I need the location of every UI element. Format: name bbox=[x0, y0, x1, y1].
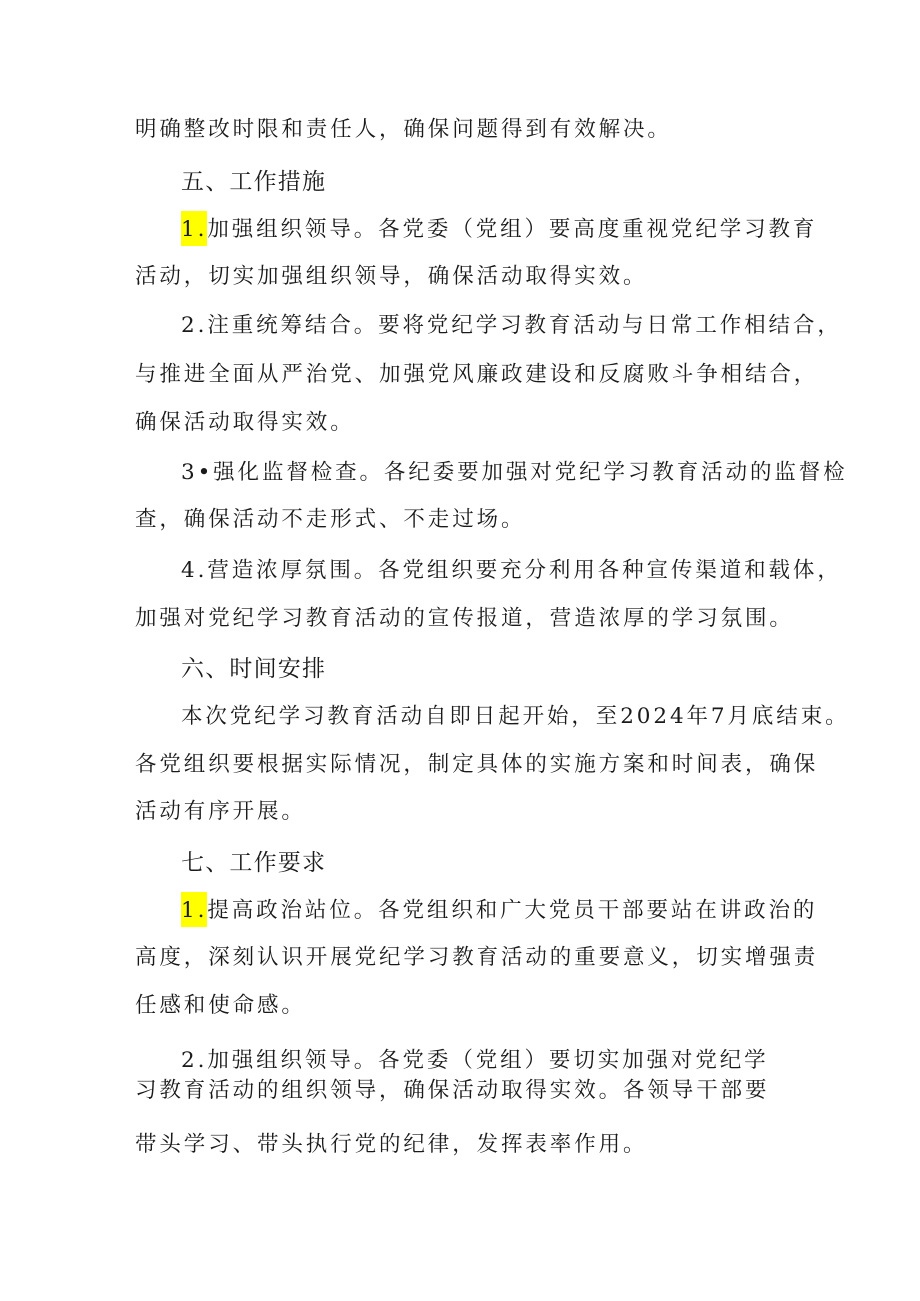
paragraph-line: 查，确保活动不走形式、不走过场。 bbox=[135, 507, 526, 532]
section-heading-work-measures: 五、工作措施 bbox=[181, 169, 327, 195]
paragraph-line: 3•强化监督检查。各纪委要加强对党纪学习教育活动的监督检 bbox=[181, 460, 848, 485]
section-heading-work-requirements: 七、工作要求 bbox=[181, 850, 327, 876]
highlighted-item-number: 1. bbox=[181, 211, 207, 246]
paragraph-line: 活动有序开展。 bbox=[135, 799, 306, 824]
paragraph-line: 与推进全面从严治党、加强党风廉政建设和反腐败斗争相结合， bbox=[135, 362, 819, 387]
paragraph-line: 高度，深刻认识开展党纪学习教育活动的重要意义，切实增强责 bbox=[135, 945, 819, 970]
paragraph-line: 活动，切实加强组织领导，确保活动取得实效。 bbox=[135, 264, 648, 289]
paragraph-text: 提高政治站位。各党组织和广大党员干部要站在讲政治的 bbox=[207, 898, 818, 923]
paragraph-line: 带头学习、带头执行党的纪律，发挥表率作用。 bbox=[135, 1132, 648, 1157]
highlighted-item-number: 1. bbox=[181, 892, 207, 927]
paragraph-line bbox=[181, 215, 817, 245]
section-heading-schedule: 六、时间安排 bbox=[181, 656, 327, 682]
paragraph-line: 习教育活动的组织领导，确保活动取得实效。各领导干部要 bbox=[135, 1078, 770, 1103]
paragraph-line: 2.加强组织领导。各党委（党组）要切实加强对党纪学 bbox=[181, 1048, 769, 1073]
paragraph-line: 本次党纪学习教育活动自即日起开始，至2024年7月底结束。 bbox=[181, 704, 850, 729]
paragraph-line: 4.营造浓厚氛围。各党组织要充分利用各种宣传渠道和载体， bbox=[181, 558, 842, 583]
paragraph-line: 任感和使命感。 bbox=[135, 993, 306, 1018]
paragraph-line: 确保活动取得实效。 bbox=[135, 410, 355, 435]
paragraph-line: 加强对党纪学习教育活动的宣传报道，营造浓厚的学习氛围。 bbox=[135, 606, 794, 631]
paragraph-line: 2.注重统筹结合。要将党纪学习教育活动与日常工作相结合， bbox=[181, 313, 842, 338]
paragraph-line bbox=[181, 896, 817, 926]
paragraph-text: 加强组织领导。各党委（党组）要高度重视党纪学习教育 bbox=[207, 217, 818, 242]
paragraph-line: 各党组织要根据实际情况，制定具体的实施方案和时间表，确保 bbox=[135, 752, 819, 777]
paragraph-line: 明确整改时限和责任人，确保问题得到有效解决。 bbox=[135, 117, 672, 142]
